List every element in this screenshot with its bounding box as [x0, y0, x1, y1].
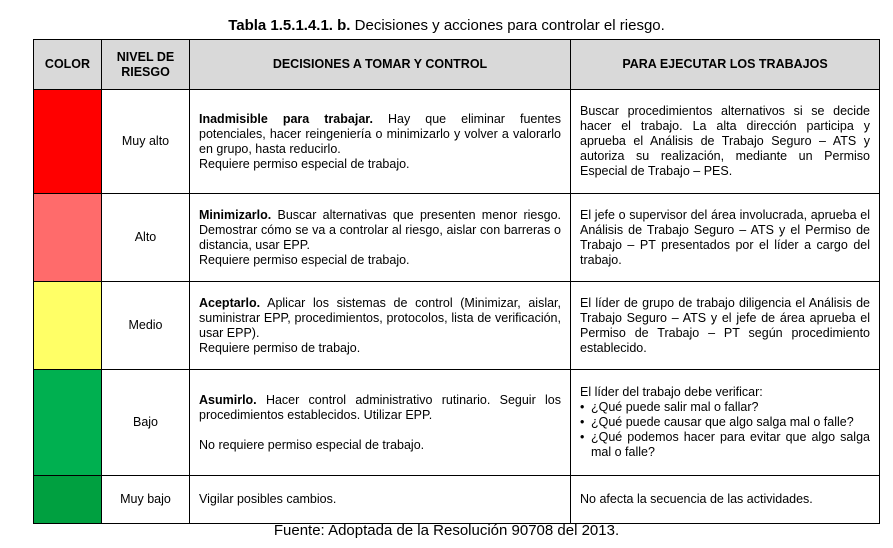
table-source: Fuente: Adoptada de la Resolución 90708 del 2013. [273, 522, 620, 539]
table-row [34, 194, 880, 282]
risk-level: Medio [102, 282, 190, 370]
decision-permit: Requiere permiso de trabajo. [199, 340, 361, 355]
color-swatch [34, 90, 102, 194]
list-item: • ¿Qué podemos hacer para evitar que algo salga mal o falle? [580, 430, 870, 460]
risk-decision-table [33, 39, 880, 524]
color-swatch [34, 370, 102, 476]
decision-text: Hacer control administrativo rutinario. Seguir los procedimientos establecidos. Utilizar EPP. [199, 392, 561, 422]
decision-title: Minimizarlo. [199, 207, 272, 222]
verification-list [580, 400, 870, 460]
decision-permit: Requiere permiso especial de trabajo. [199, 252, 410, 267]
decision-title: Aceptarlo. [199, 295, 261, 310]
table-caption-text: Decisiones y acciones para controlar el riesgo. [354, 17, 665, 34]
decision-text: Buscar alternativas que presenten menor riesgo. Demostrar cómo se va a controlar al riesgo, aislar con barreras o distancia, usar EPP. [199, 207, 561, 252]
decision-permit: No requiere permiso especial de trabajo. [199, 437, 425, 452]
header-ejecutar: PARA EJECUTAR LOS TRABAJOS [571, 40, 880, 90]
execution-cell: El jefe o supervisor del área involucrada, aprueba el Análisis de Trabajo Seguro – ATS y el Permiso de Trabajo – PT presentados por el líder a cargo del trabajo. [571, 194, 880, 282]
table-row [34, 370, 880, 476]
decision-text: Hay que eliminar fuentes potenciales, hacer reingeniería o minimizarlo y volver a valorarlo en grupo, hasta reducirlo. [199, 111, 561, 156]
list-item: • ¿Qué puede causar que algo salga mal o falle? [580, 415, 870, 430]
decision-cell: Vigilar posibles cambios. [190, 476, 571, 524]
list-item: • ¿Qué puede salir mal o fallar? [580, 400, 870, 415]
header-nivel-riesgo: NIVEL DE RIESGO [102, 40, 190, 90]
decision-text: Aplicar los sistemas de control (Minimizar, aislar, suministrar EPP, procedimientos, protocolos, lista de verificación, usar EPP). [199, 295, 561, 340]
color-swatch [34, 476, 102, 524]
header-decisiones: DECISIONES A TOMAR Y CONTROL [190, 40, 571, 90]
decision-cell [190, 90, 571, 194]
decision-cell [190, 194, 571, 282]
color-swatch [34, 194, 102, 282]
table-row [34, 282, 880, 370]
table-row [34, 476, 880, 524]
execution-intro: El líder del trabajo debe verificar: [580, 385, 763, 399]
color-swatch [34, 282, 102, 370]
table-row [34, 90, 880, 194]
table-header-row [34, 40, 880, 90]
execution-cell: El líder de grupo de trabajo diligencia el Análisis de Trabajo Seguro – ATS y el jefe de área aprueba el Permiso de Trabajo – PT según procedimiento establecido. [571, 282, 880, 370]
table-caption-label: Tabla 1.5.1.4.1. b. [228, 17, 351, 34]
execution-cell: Buscar procedimientos alternativos si se decide hacer el trabajo. La alta dirección participa y aprueba el Análisis de Trabajo Seguro – ATS y autoriza su realización, mediante un Permiso Especial de Trabajo – PES. [571, 90, 880, 194]
execution-cell: No afecta la secuencia de las actividades. [571, 476, 880, 524]
header-color: COLOR [34, 40, 102, 90]
execution-cell [571, 370, 880, 476]
risk-level: Muy alto [102, 90, 190, 194]
decision-cell [190, 282, 571, 370]
decision-cell [190, 370, 571, 476]
risk-level: Muy bajo [102, 476, 190, 524]
risk-level: Bajo [102, 370, 190, 476]
risk-level: Alto [102, 194, 190, 282]
decision-permit: Requiere permiso especial de trabajo. [199, 156, 410, 171]
table-caption [0, 17, 893, 35]
paragraph-gap [199, 423, 561, 438]
decision-title: Asumirlo. [199, 392, 257, 407]
decision-title: Inadmisible para trabajar. [199, 111, 373, 126]
